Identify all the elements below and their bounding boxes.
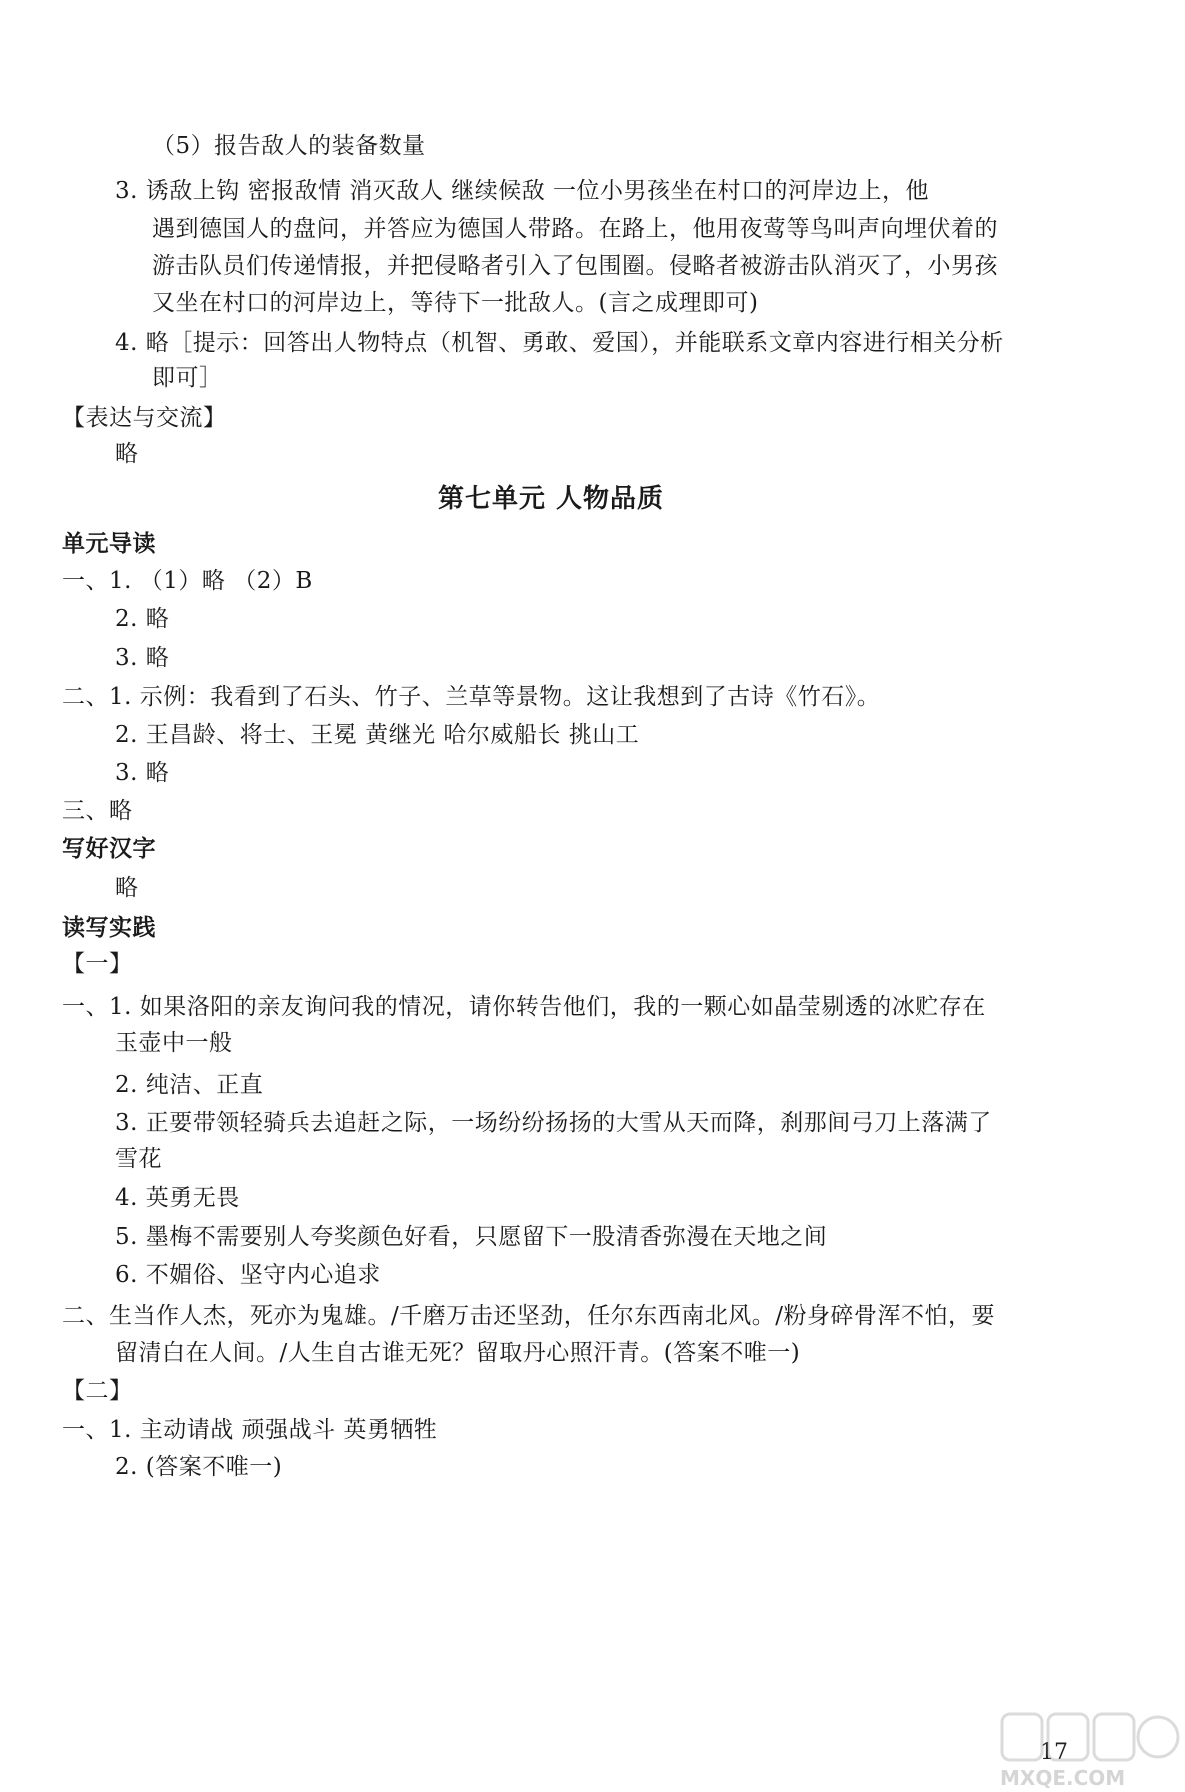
text-line: 3. 略 — [115, 760, 170, 786]
page-title: 第七单元 人物品质 — [438, 484, 665, 514]
section-heading: 写好汉字 — [62, 836, 156, 862]
text-line: 三、略 — [62, 798, 133, 824]
text-line: 游击队员们传递情报，并把侵略者引入了包围圈。侵略者被游击队消灭了，小男孩 — [152, 253, 998, 279]
page-number: 17 — [1040, 1740, 1068, 1765]
watermark-text: MXQE.COM — [1000, 1766, 1126, 1790]
text-line: 2. 略 — [115, 606, 170, 632]
section-heading: 单元导读 — [62, 531, 156, 557]
text-line: 4. 略［提示：回答出人物特点（机智、勇敢、爱国），并能联系文章内容进行相关分析 — [115, 330, 1004, 356]
section-heading: 【二】 — [62, 1378, 133, 1404]
text-line: 玉壶中一般 — [115, 1030, 233, 1056]
text-line: 5. 墨梅不需要别人夸奖颜色好看，只愿留下一股清香弥漫在天地之间 — [115, 1224, 828, 1250]
text-line: 一、1. 主动请战 顽强战斗 英勇牺牲 — [62, 1417, 438, 1443]
text-line: 一、1. （1）略 （2）B — [62, 568, 313, 594]
section-heading: 读写实践 — [62, 915, 156, 941]
text-line: 略 — [115, 875, 139, 901]
text-line: 雪花 — [115, 1146, 162, 1172]
text-line: 2. (答案不唯一) — [115, 1454, 283, 1480]
watermark-icon — [1000, 1710, 1180, 1766]
text-line: 2. 纯洁、正直 — [115, 1072, 264, 1098]
text-line: 略 — [115, 441, 139, 467]
text-line: 2. 王昌龄、将士、王冕 黄继光 哈尔威船长 挑山工 — [115, 722, 640, 748]
text-line: 3. 诱敌上钩 密报敌情 消灭敌人 继续候敌 一位小男孩坐在村口的河岸边上，他 — [115, 178, 929, 204]
text-line: 二、生当作人杰，死亦为鬼雄。/千磨万击还坚劲，任尔东西南北风。/粉身碎骨浑不怕，要 — [62, 1303, 995, 1329]
text-line: 4. 英勇无畏 — [115, 1185, 240, 1211]
text-line: 遇到德国人的盘问，并答应为德国人带路。在路上，他用夜莺等鸟叫声向埋伏着的 — [152, 216, 998, 242]
text-line: 留清白在人间。/人生自古谁无死？留取丹心照汗青。(答案不唯一) — [115, 1340, 801, 1366]
text-line: （5）报告敌人的装备数量 — [152, 133, 426, 159]
text-line: 3. 正要带领轻骑兵去追赶之际，一场纷纷扬扬的大雪从天而降，刹那间弓刀上落满了 — [115, 1110, 992, 1136]
text-line: 又坐在村口的河岸边上，等待下一批敌人。(言之成理即可) — [152, 290, 759, 316]
text-line: 二、1. 示例：我看到了石头、竹子、兰草等景物。这让我想到了古诗《竹石》。 — [62, 684, 881, 710]
text-line: 3. 略 — [115, 645, 170, 671]
text-line: 即可］ — [152, 365, 223, 391]
watermark-logo — [1000, 1710, 1180, 1790]
section-heading: 【一】 — [62, 951, 133, 977]
section-heading: 【表达与交流】 — [62, 405, 227, 431]
text-line: 6. 不媚俗、坚守内心追求 — [115, 1262, 381, 1288]
text-line: 一、1. 如果洛阳的亲友询问我的情况，请你转告他们，我的一颗心如晶莹剔透的冰贮存在 — [62, 994, 986, 1020]
